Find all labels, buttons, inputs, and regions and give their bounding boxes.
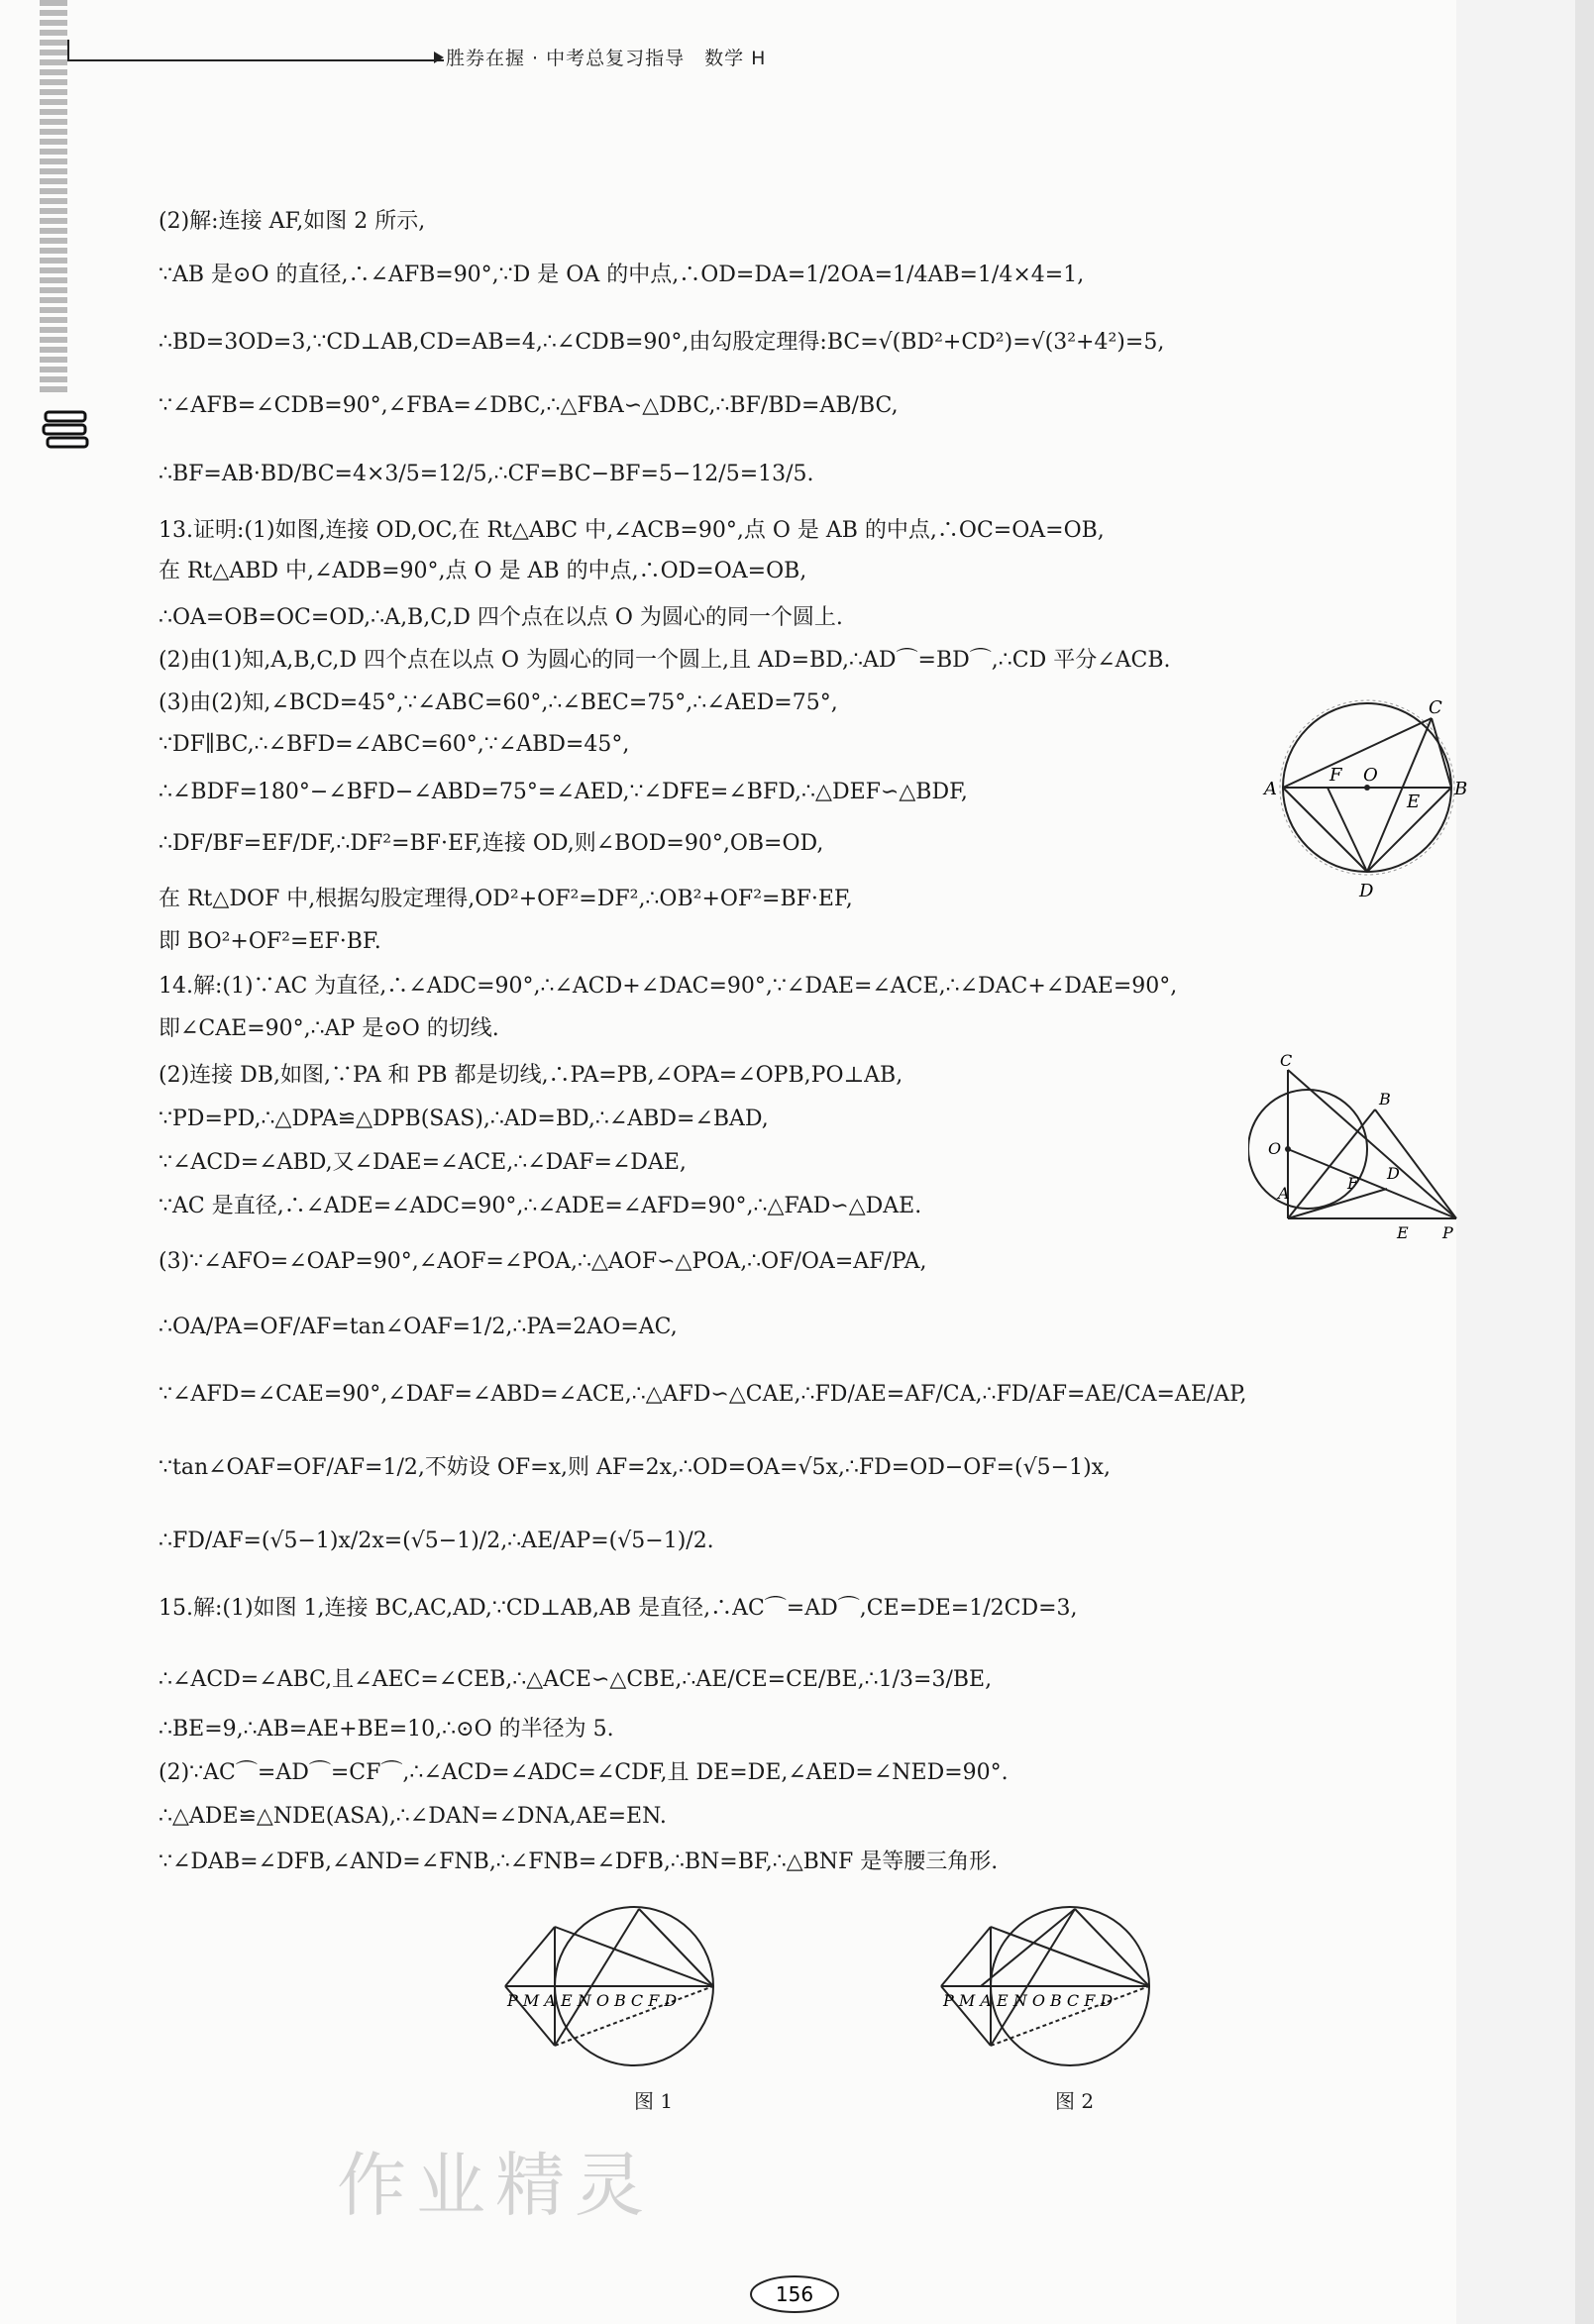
label-E: E (1397, 1223, 1409, 1242)
text-line: 15.解:(1)如图 1,连接 BC,AC,AD,∵CD⊥AB,AB 是直径,∴AC⌒=AD⌒,CE=DE=1/2CD=3, (159, 1596, 1078, 1621)
label-D: D (1359, 881, 1374, 901)
text-line: (2)解:连接 AF,如图 2 所示, (159, 209, 426, 234)
figure-problem-13 (1258, 693, 1476, 911)
text-line: 即 BO²+OF²=EF·BF. (159, 929, 381, 954)
text-line: 13.证明:(1)如图,连接 OD,OC,在 Rt△ABC 中,∠ACB=90°,点 O 是 AB 的中点,∴OC=OA=OB, (159, 518, 1105, 543)
figure-1-caption: 图 1 (634, 2089, 674, 2113)
text-line: (2)由(1)知,A,B,C,D 四个点在以点 O 为圆心的同一个圆上,且 AD=BD,∴AD⌒=BD⌒,∴CD 平分∠ACB. (159, 648, 1171, 673)
text-line: 在 Rt△DOF 中,根据勾股定理得,OD²+OF²=DF²,∴OB²+OF²=BF·EF, (159, 887, 853, 911)
page-edge (1456, 0, 1594, 2324)
text-line: 14.解:(1)∵AC 为直径,∴∠ADC=90°,∴∠ACD+∠DAC=90°,∵∠DAE=∠ACE,∴∠DAC+∠DAE=90°, (159, 974, 1178, 999)
text-line: ∴OA=OB=OC=OD,∴A,B,C,D 四个点在以点 O 为圆心的同一个圆上. (159, 605, 843, 630)
text-line: ∵AB 是⊙O 的直径,∴∠AFB=90°,∵D 是 OA 的中点,∴OD=DA=1/2OA=1/4AB=1/4×4=1, (159, 263, 1085, 287)
figure-problem-14 (1248, 1050, 1466, 1248)
page-number (745, 2273, 844, 2315)
label-F: F (1329, 765, 1342, 786)
text-line: ∵tan∠OAF=OF/AF=1/2,不妨设 OF=x,则 AF=2x,∴OD=OA=√5x,∴FD=OD−OF=(√5−1)x, (159, 1455, 1112, 1480)
text-line: ∵∠ACD=∠ABD,又∠DAE=∠ACE,∴∠DAF=∠DAE, (159, 1150, 687, 1175)
text-line: ∵PD=PD,∴△DPA≌△DPB(SAS),∴AD=BD,∴∠ABD=∠BAD, (159, 1107, 769, 1131)
text-line: ∴BF=AB·BD/BC=4×3/5=12/5,∴CF=BC−BF=5−12/5=13/5. (159, 462, 814, 486)
text-line: (3)由(2)知,∠BCD=45°,∵∠ABC=60°,∴∠BEC=75°,∴∠AED=75°, (159, 690, 838, 715)
figure-1-problem-15 (485, 1897, 763, 2070)
label-D: D (1387, 1164, 1400, 1183)
label-B: B (1379, 1090, 1391, 1109)
watermark: 作业精灵 (337, 2145, 654, 2226)
header-rule (67, 59, 444, 61)
label-O: O (1363, 765, 1378, 786)
text-line: ∵AC 是直径,∴∠ADE=∠ADC=90°,∴∠ADE=∠AFD=90°,∴△FAD∽△DAE. (159, 1194, 922, 1218)
text-line: (2)连接 DB,如图,∵PA 和 PB 都是切线,∴PA=PB,∠OPA=∠OPB,PO⊥AB, (159, 1063, 903, 1088)
label-O: O (1268, 1139, 1282, 1158)
text-line: ∴∠BDF=180°−∠BFD−∠ABD=75°=∠AED,∵∠DFE=∠BFD,∴△DEF∽△BDF, (159, 780, 968, 804)
page-number-text: 156 (775, 2282, 814, 2306)
label-A: A (1264, 779, 1277, 799)
sidebar-decoration (40, 0, 67, 396)
text-line: ∵DF∥BC,∴∠BFD=∠ABC=60°,∵∠ABD=45°, (159, 732, 630, 757)
text-line: 在 Rt△ABD 中,∠ADB=90°,点 O 是 AB 的中点,∴OD=OA=OB, (159, 559, 807, 583)
text-line: ∴OA/PA=OF/AF=tan∠OAF=1/2,∴PA=2AO=AC, (159, 1315, 678, 1339)
label-C: C (1280, 1051, 1293, 1070)
label-B: B (1454, 779, 1468, 799)
figure-2-caption: 图 2 (1055, 2089, 1095, 2113)
text-line: ∴BD=3OD=3,∵CD⊥AB,CD=AB=4,∴∠CDB=90°,由勾股定理得:BC=√(BD²+CD²)=√(3²+4²)=5, (159, 330, 1165, 355)
text-line: ∵∠DAB=∠DFB,∠AND=∠FNB,∴∠FNB=∠DFB,∴BN=BF,∴△BNF 是等腰三角形. (159, 1849, 999, 1874)
header-rule (67, 40, 69, 61)
label-P: P (1442, 1223, 1453, 1242)
running-header: 胜券在握 · 中考总复习指导 数学 H (446, 48, 767, 69)
figure-labels: P M A E N O B C F D (507, 1991, 678, 2010)
label-C: C (1429, 697, 1442, 718)
text-line: 即∠CAE=90°,∴AP 是⊙O 的切线. (159, 1016, 499, 1041)
books-icon (42, 406, 91, 454)
text-line: (2)∵AC⌒=AD⌒=CF⌒,∴∠ACD=∠ADC=∠CDF,且 DE=DE,∠AED=∠NED=90°. (159, 1760, 1009, 1785)
text-line: ∴BE=9,∴AB=AE+BE=10,∴⊙O 的半径为 5. (159, 1717, 614, 1742)
figure-2-problem-15 (921, 1897, 1199, 2070)
text-line: ∵∠AFD=∠CAE=90°,∠DAF=∠ABD=∠ACE,∴△AFD∽△CAE,∴FD/AE=AF/CA,∴FD/AF=AE/CA=AE/AP, (159, 1382, 1247, 1407)
text-line: ∵∠AFB=∠CDB=90°,∠FBA=∠DBC,∴△FBA∽△DBC,∴BF/BD=AB/BC, (159, 393, 899, 418)
label-E: E (1407, 792, 1421, 812)
text-line: (3)∵∠AFO=∠OAP=90°,∠AOF=∠POA,∴△AOF∽△POA,∴OF/OA=AF/PA, (159, 1249, 927, 1274)
text-line: ∴△ADE≌△NDE(ASA),∴∠DAN=∠DNA,AE=EN. (159, 1804, 667, 1829)
header-arrow-icon (434, 52, 444, 63)
figure-labels: P M A E N O B C F D (943, 1991, 1114, 2010)
label-F: F (1347, 1174, 1359, 1193)
label-A: A (1278, 1184, 1290, 1203)
text-line: ∴∠ACD=∠ABC,且∠AEC=∠CEB,∴△ACE∽△CBE,∴AE/CE=CE/BE,∴1/3=3/BE, (159, 1667, 993, 1692)
text-line: ∴DF/BF=EF/DF,∴DF²=BF·EF,连接 OD,则∠BOD=90°,OB=OD, (159, 831, 824, 856)
text-line: ∴FD/AF=(√5−1)x/2x=(√5−1)/2,∴AE/AP=(√5−1)/2. (159, 1529, 714, 1553)
